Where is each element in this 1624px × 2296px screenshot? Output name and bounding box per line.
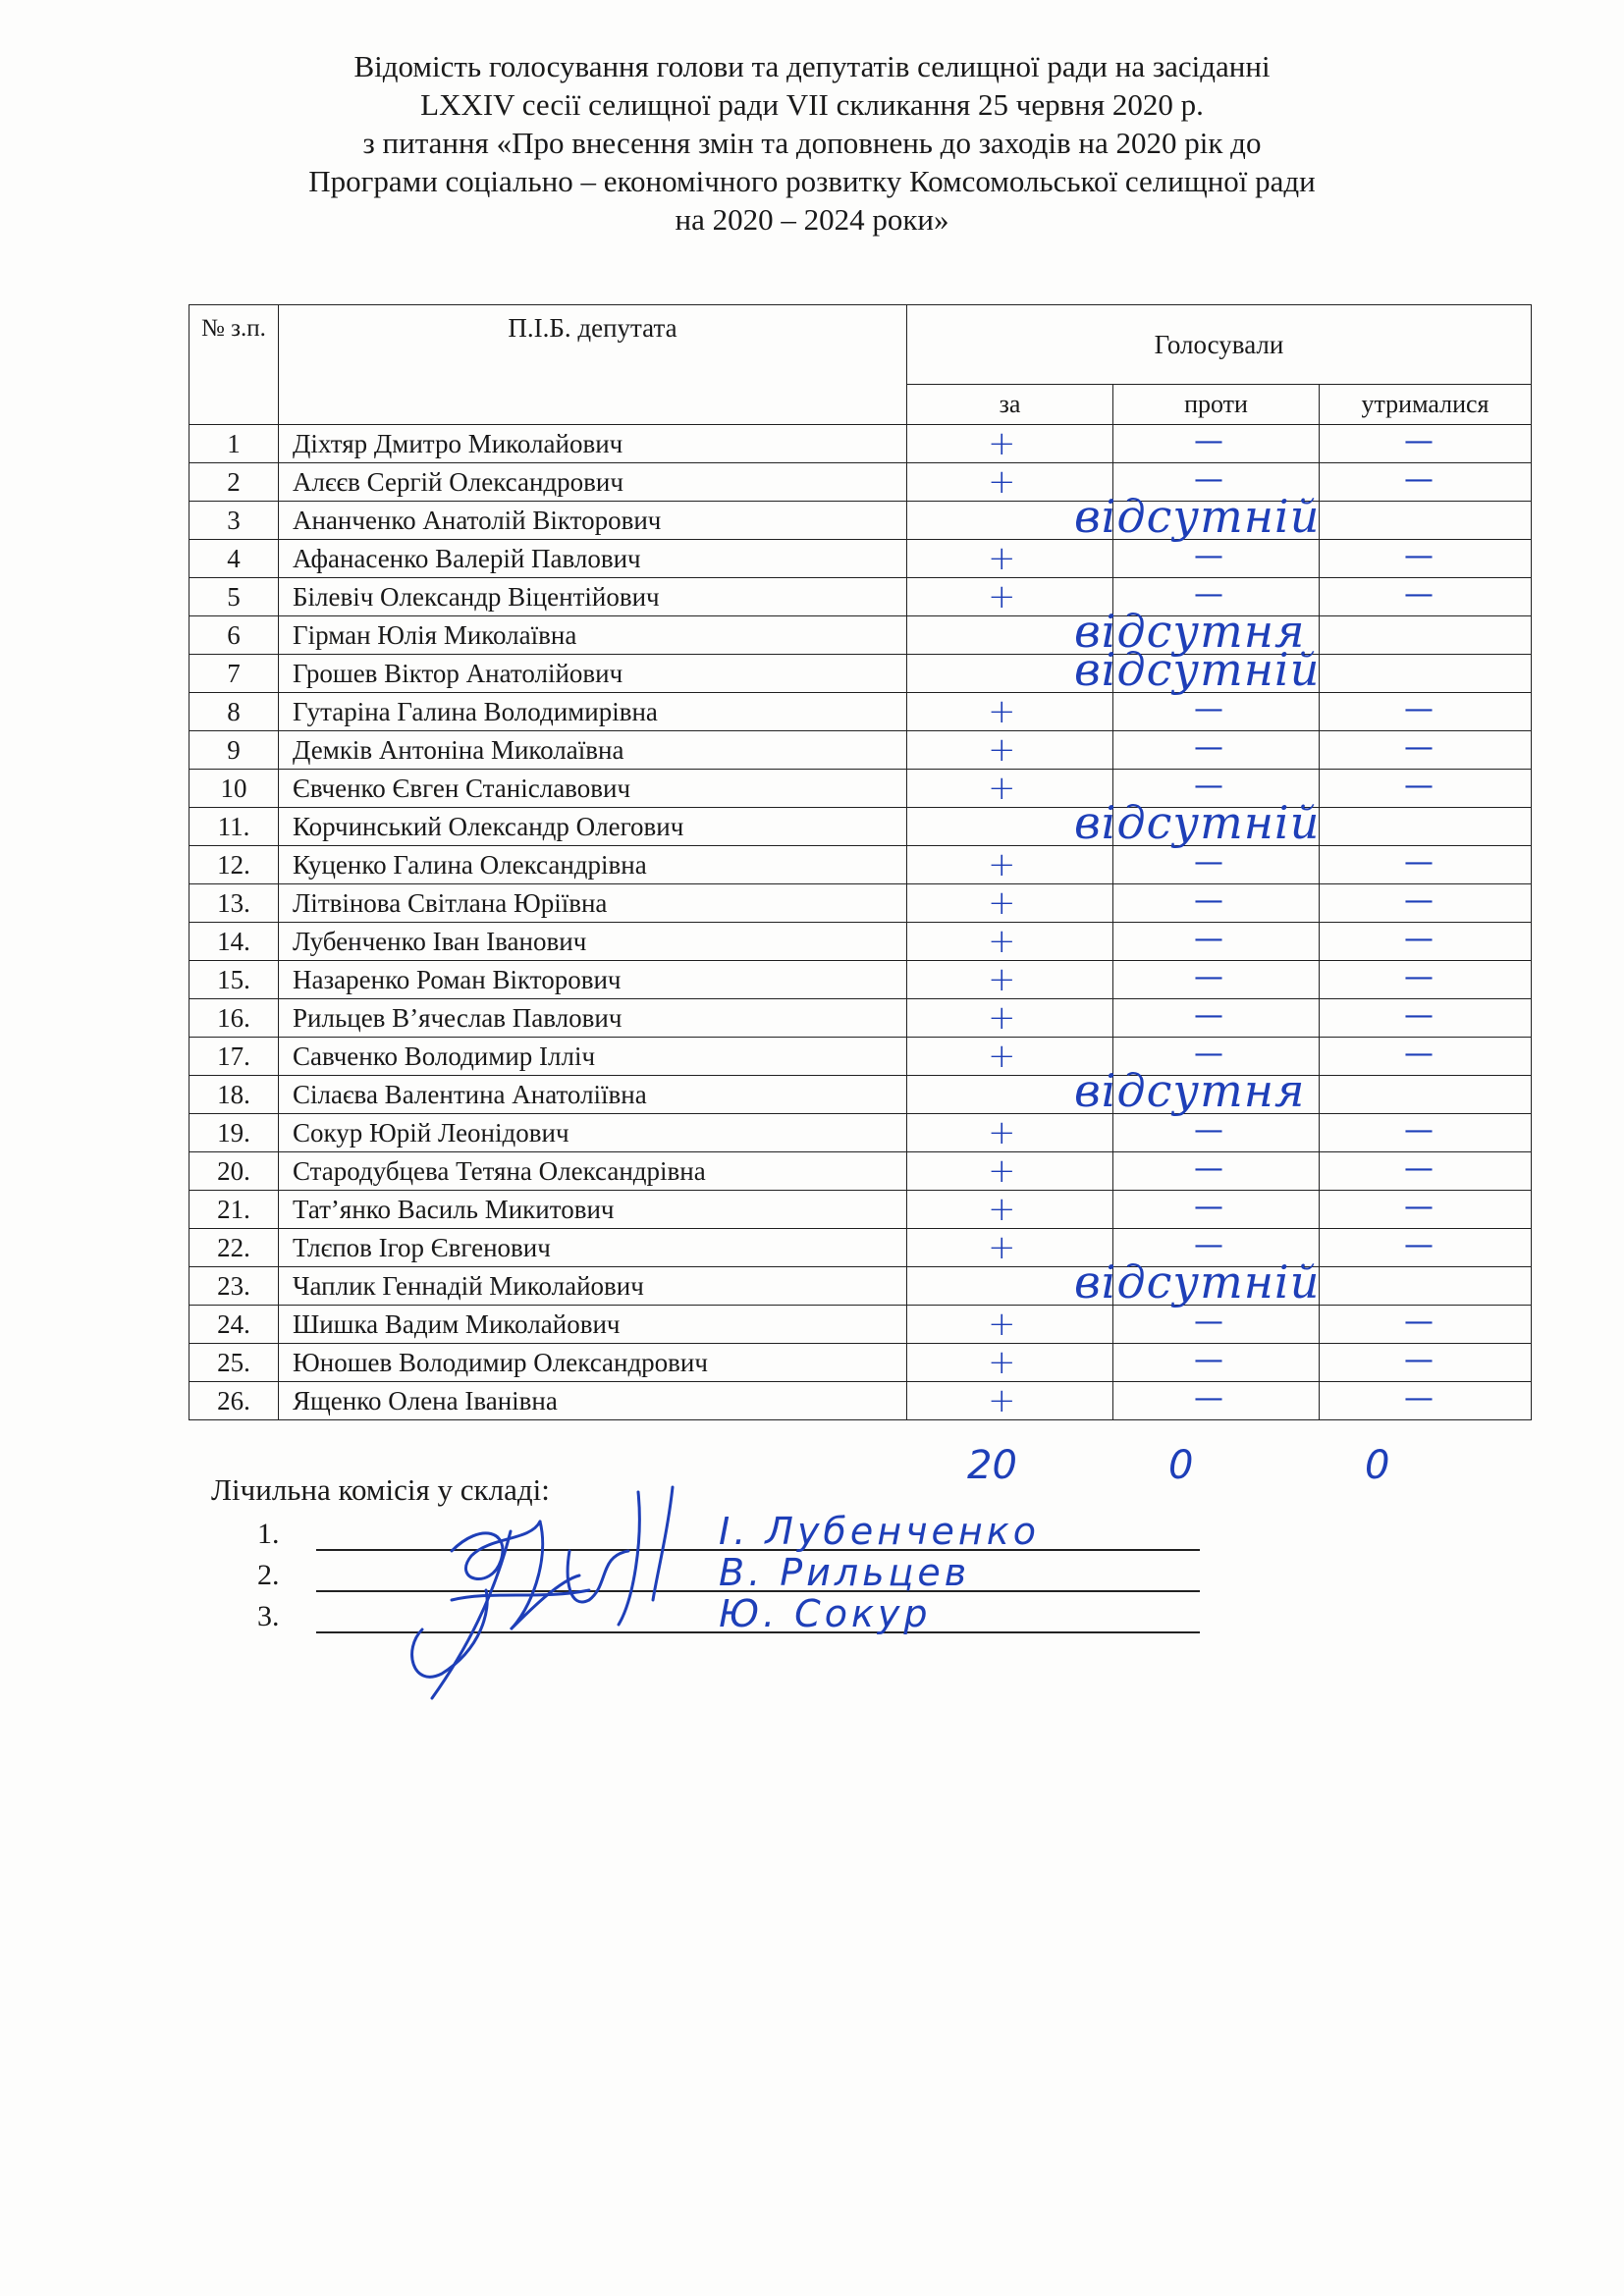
table-row xyxy=(189,1382,1532,1420)
title-line-1: Відомість голосування голови та депутатів селищної ради на засіданні xyxy=(353,49,1271,83)
table-row xyxy=(189,655,1532,693)
vote-abstained-cell xyxy=(1320,463,1532,502)
vote-against-mark: — xyxy=(1194,769,1223,803)
row-number: 8 xyxy=(189,693,279,731)
vote-abstained-mark: — xyxy=(1404,539,1434,573)
vote-abstained-mark: — xyxy=(1404,845,1434,880)
deputy-name: Гутаріна Галина Володимирівна xyxy=(279,693,907,731)
vote-against-mark: — xyxy=(1194,539,1223,573)
handwritten-signatures xyxy=(393,1463,717,1718)
vote-abstained-mark: — xyxy=(1404,1151,1434,1186)
row-number: 10 xyxy=(189,770,279,808)
vote-for-mark: + xyxy=(988,1305,1016,1344)
vote-against-mark: — xyxy=(1194,577,1223,612)
vote-for-cell xyxy=(907,796,1321,849)
vote-for-mark: + xyxy=(988,1228,1016,1267)
vote-for-mark: + xyxy=(988,1343,1016,1382)
deputy-name: Рильцев В’ячеслав Павлович xyxy=(279,999,907,1038)
vote-for-cell xyxy=(907,1306,1113,1344)
vote-abstained-cell xyxy=(1320,999,1532,1038)
vote-abstained-mark: — xyxy=(1404,577,1434,612)
table-row xyxy=(189,540,1532,578)
absent-note: відсутній xyxy=(1074,490,1321,543)
vote-for-mark: + xyxy=(988,692,1016,731)
header-against: проти xyxy=(1113,385,1320,425)
handwritten-name: В. Рильцев xyxy=(719,1551,971,1594)
vote-abstained-cell xyxy=(1320,540,1532,578)
vote-against-mark: — xyxy=(1194,883,1223,918)
header-voted: Голосували xyxy=(907,305,1532,385)
vote-abstained-mark: — xyxy=(1404,1113,1434,1148)
vote-against-cell xyxy=(1113,1191,1320,1229)
vote-against-cell xyxy=(1113,808,1320,846)
vote-for-cell xyxy=(907,1114,1113,1152)
vote-against-cell xyxy=(1113,1267,1320,1306)
table-row xyxy=(189,1038,1532,1076)
vote-for-cell xyxy=(907,846,1113,884)
table-row xyxy=(189,616,1532,655)
absent-note: відсутня xyxy=(1074,605,1306,658)
table-row xyxy=(189,1306,1532,1344)
row-number: 22. xyxy=(189,1229,279,1267)
row-number: 17. xyxy=(189,1038,279,1076)
vote-abstained-mark: — xyxy=(1404,462,1434,497)
vote-against-mark: — xyxy=(1194,692,1223,726)
vote-for-cell xyxy=(907,540,1113,578)
vote-abstained-cell xyxy=(1320,770,1532,808)
vote-abstained-mark: — xyxy=(1404,1343,1434,1377)
row-number: 14. xyxy=(189,923,279,961)
vote-for-mark: + xyxy=(988,1381,1016,1420)
vote-abstained-mark: — xyxy=(1404,922,1434,956)
deputy-name: Стародубцева Тетяна Олександрівна xyxy=(279,1152,907,1191)
vote-for-mark: + xyxy=(988,424,1016,463)
vote-against-cell xyxy=(1113,1382,1320,1420)
vote-for-cell xyxy=(907,490,1321,543)
deputy-name: Шишка Вадим Миколайович xyxy=(279,1306,907,1344)
vote-against-mark: — xyxy=(1194,922,1223,956)
vote-abstained-cell xyxy=(1320,808,1532,846)
row-number: 16. xyxy=(189,999,279,1038)
table-row xyxy=(189,961,1532,999)
vote-abstained-cell xyxy=(1320,846,1532,884)
vote-abstained-cell xyxy=(1320,884,1532,923)
vote-for-cell xyxy=(907,425,1113,463)
vote-for-mark: + xyxy=(988,960,1016,999)
deputy-name: Грошев Віктор Анатолійович xyxy=(279,655,907,693)
vote-for-mark: + xyxy=(988,845,1016,884)
vote-against-mark: — xyxy=(1194,1190,1223,1224)
table-row xyxy=(189,1152,1532,1191)
table-row xyxy=(189,999,1532,1038)
handwritten-name: Ю. Сокур xyxy=(719,1592,932,1635)
vote-against-mark: — xyxy=(1194,998,1223,1033)
vote-abstained-mark: — xyxy=(1404,1190,1434,1224)
member-number: 2. xyxy=(257,1559,280,1591)
table-row xyxy=(189,1191,1532,1229)
table-row xyxy=(189,846,1532,884)
vote-against-mark: — xyxy=(1194,1228,1223,1262)
table-row xyxy=(189,1114,1532,1152)
table-row xyxy=(189,1229,1532,1267)
vote-against-cell xyxy=(1113,846,1320,884)
vote-abstained-cell xyxy=(1320,1076,1532,1114)
vote-against-cell xyxy=(1113,731,1320,770)
signature-stroke xyxy=(452,1590,589,1600)
title-line-3: з питання «Про внесення змін та доповнень до заходів на 2020 рік до xyxy=(362,126,1262,160)
table-row xyxy=(189,808,1532,846)
vote-against-mark: — xyxy=(1194,462,1223,497)
deputy-name: Лубенченко Іван Іванович xyxy=(279,923,907,961)
table-row xyxy=(189,425,1532,463)
table-row xyxy=(189,502,1532,540)
vote-abstained-cell xyxy=(1320,1152,1532,1191)
vote-abstained-mark: — xyxy=(1404,1037,1434,1071)
vote-against-cell xyxy=(1113,693,1320,731)
table-body xyxy=(189,425,1532,1420)
member-number: 1. xyxy=(257,1518,280,1550)
vote-for-cell xyxy=(907,643,1321,696)
header-name: П.І.Б. депутата xyxy=(279,305,907,425)
document-title xyxy=(147,47,1477,239)
vote-for-cell xyxy=(907,693,1113,731)
vote-abstained-cell xyxy=(1320,1114,1532,1152)
absent-note: відсутній xyxy=(1074,643,1321,696)
row-number: 7 xyxy=(189,655,279,693)
deputy-name: Євченко Євген Станіславович xyxy=(279,770,907,808)
row-number: 21. xyxy=(189,1191,279,1229)
vote-abstained-cell xyxy=(1320,578,1532,616)
signature-stroke xyxy=(452,1522,540,1579)
vote-against-mark: — xyxy=(1194,1305,1223,1339)
vote-against-cell xyxy=(1113,1344,1320,1382)
table-row xyxy=(189,578,1532,616)
member-number: 3. xyxy=(257,1600,280,1632)
vote-abstained-cell xyxy=(1320,616,1532,655)
vote-for-mark: + xyxy=(988,922,1016,961)
deputy-name: Алєєв Сергій Олександрович xyxy=(279,463,907,502)
deputy-name: Тлєпов Ігор Євгенович xyxy=(279,1229,907,1267)
table-row xyxy=(189,1267,1532,1306)
deputy-name: Сілаєва Валентина Анатоліївна xyxy=(279,1076,907,1114)
vote-abstained-mark: — xyxy=(1404,1305,1434,1339)
row-number: 2 xyxy=(189,463,279,502)
vote-for-mark: + xyxy=(988,1151,1016,1191)
vote-for-mark: + xyxy=(988,730,1016,770)
row-number: 25. xyxy=(189,1344,279,1382)
row-number: 4 xyxy=(189,540,279,578)
vote-against-mark: — xyxy=(1194,1381,1223,1415)
vote-for-mark: + xyxy=(988,539,1016,578)
vote-abstained-cell xyxy=(1320,1344,1532,1382)
vote-abstained-mark: — xyxy=(1404,1381,1434,1415)
vote-for-cell xyxy=(907,1255,1321,1308)
row-number: 24. xyxy=(189,1306,279,1344)
vote-abstained-mark: — xyxy=(1404,424,1434,458)
deputy-name: Сокур Юрій Леонідович xyxy=(279,1114,907,1152)
vote-against-mark: — xyxy=(1194,1037,1223,1071)
vote-against-cell xyxy=(1113,961,1320,999)
vote-for-cell xyxy=(907,923,1113,961)
row-number: 20. xyxy=(189,1152,279,1191)
vote-against-cell xyxy=(1113,1152,1320,1191)
deputy-name: Білевіч Олександр Віцентійович xyxy=(279,578,907,616)
signature-stroke xyxy=(412,1590,488,1677)
vote-for-mark: + xyxy=(988,998,1016,1038)
vote-against-mark: — xyxy=(1194,1343,1223,1377)
total-for: 20 xyxy=(967,1443,1017,1488)
header-for: за xyxy=(907,385,1113,425)
vote-abstained-cell xyxy=(1320,693,1532,731)
deputy-name: Діхтяр Дмитро Миколайович xyxy=(279,425,907,463)
signature-stroke xyxy=(653,1487,673,1600)
absent-note: відсутній xyxy=(1074,796,1321,849)
table-row xyxy=(189,731,1532,770)
row-number: 15. xyxy=(189,961,279,999)
deputy-name: Юношев Володимир Олександрович xyxy=(279,1344,907,1382)
vote-for-mark: + xyxy=(988,462,1016,502)
vote-against-cell xyxy=(1113,1114,1320,1152)
table-row xyxy=(189,923,1532,961)
row-number: 13. xyxy=(189,884,279,923)
deputy-name: Демків Антоніна Миколаївна xyxy=(279,731,907,770)
vote-against-cell xyxy=(1113,1306,1320,1344)
vote-abstained-cell xyxy=(1320,502,1532,540)
vote-for-cell xyxy=(907,1152,1113,1191)
commission-label: Лічильна комісія у складі: xyxy=(211,1472,550,1507)
vote-against-cell xyxy=(1113,425,1320,463)
deputy-name: Корчинський Олександр Олегович xyxy=(279,808,907,846)
deputy-name: Ященко Олена Іванівна xyxy=(279,1382,907,1420)
title-line-2: LXXIV сесії селищної ради VII скликання 25 червня 2020 р. xyxy=(420,87,1204,122)
vote-abstained-cell xyxy=(1320,1306,1532,1344)
table-row xyxy=(189,770,1532,808)
table-row xyxy=(189,884,1532,923)
title-line-4: Програми соціально – економічного розвитку Комсомольської селищної ради xyxy=(308,164,1316,198)
vote-abstained-cell xyxy=(1320,1382,1532,1420)
vote-abstained-cell xyxy=(1320,1191,1532,1229)
row-number: 5 xyxy=(189,578,279,616)
row-number: 23. xyxy=(189,1267,279,1306)
row-number: 6 xyxy=(189,616,279,655)
vote-against-mark: — xyxy=(1194,845,1223,880)
vote-against-cell xyxy=(1113,540,1320,578)
row-number: 9 xyxy=(189,731,279,770)
vote-against-cell xyxy=(1113,923,1320,961)
row-number: 1 xyxy=(189,425,279,463)
vote-against-cell xyxy=(1113,502,1320,540)
vote-abstained-mark: — xyxy=(1404,769,1434,803)
vote-against-mark: — xyxy=(1194,730,1223,765)
row-number: 12. xyxy=(189,846,279,884)
row-number: 26. xyxy=(189,1382,279,1420)
row-number: 11. xyxy=(189,808,279,846)
table-row xyxy=(189,1076,1532,1114)
header-number: № з.п. xyxy=(189,305,279,425)
vote-for-cell xyxy=(907,1191,1113,1229)
vote-for-cell xyxy=(907,731,1113,770)
deputy-name: Чаплик Геннадій Миколайович xyxy=(279,1267,907,1306)
row-number: 3 xyxy=(189,502,279,540)
handwritten-name: І. Лубенченко xyxy=(719,1510,1040,1553)
vote-abstained-cell xyxy=(1320,1267,1532,1306)
vote-abstained-mark: — xyxy=(1404,730,1434,765)
absent-note: відсутній xyxy=(1074,1255,1321,1308)
vote-for-cell xyxy=(907,1382,1113,1420)
signature-stroke xyxy=(619,1492,639,1625)
vote-abstained-cell xyxy=(1320,961,1532,999)
vote-for-cell xyxy=(907,999,1113,1038)
vote-abstained-cell xyxy=(1320,1038,1532,1076)
absent-note: відсутня xyxy=(1074,1064,1306,1117)
vote-for-mark: + xyxy=(988,883,1016,923)
vote-for-mark: + xyxy=(988,1113,1016,1152)
vote-abstained-mark: — xyxy=(1404,692,1434,726)
vote-abstained-mark: — xyxy=(1404,998,1434,1033)
vote-for-cell xyxy=(907,961,1113,999)
vote-for-mark: + xyxy=(988,769,1016,808)
vote-abstained-cell xyxy=(1320,425,1532,463)
header-abstained: утрималися xyxy=(1320,385,1532,425)
title-line-5: на 2020 – 2024 роки» xyxy=(675,202,949,237)
vote-against-cell xyxy=(1113,655,1320,693)
vote-for-cell xyxy=(907,1064,1306,1117)
vote-for-cell xyxy=(907,884,1113,923)
vote-abstained-cell xyxy=(1320,1229,1532,1267)
vote-against-cell xyxy=(1113,1076,1320,1114)
deputy-name: Тат’янко Василь Микитович xyxy=(279,1191,907,1229)
total-against: 0 xyxy=(1168,1443,1194,1488)
vote-against-cell xyxy=(1113,999,1320,1038)
deputy-name: Назаренко Роман Вікторович xyxy=(279,961,907,999)
row-number: 19. xyxy=(189,1114,279,1152)
vote-abstained-cell xyxy=(1320,923,1532,961)
vote-against-cell xyxy=(1113,884,1320,923)
deputy-name: Ананченко Анатолій Вікторович xyxy=(279,502,907,540)
vote-for-mark: + xyxy=(988,577,1016,616)
vote-abstained-mark: — xyxy=(1404,960,1434,994)
vote-abstained-mark: — xyxy=(1404,883,1434,918)
deputy-name: Куценко Галина Олександрівна xyxy=(279,846,907,884)
table-row xyxy=(189,1344,1532,1382)
vote-against-mark: — xyxy=(1194,960,1223,994)
vote-against-mark: — xyxy=(1194,1113,1223,1148)
deputy-name: Гірман Юлія Миколаївна xyxy=(279,616,907,655)
deputy-name: Савченко Володимир Ілліч xyxy=(279,1038,907,1076)
deputy-name: Літвінова Світлана Юріївна xyxy=(279,884,907,923)
vote-abstained-cell xyxy=(1320,731,1532,770)
vote-against-mark: — xyxy=(1194,424,1223,458)
vote-for-mark: + xyxy=(988,1037,1016,1076)
row-number: 18. xyxy=(189,1076,279,1114)
vote-against-mark: — xyxy=(1194,1151,1223,1186)
vote-for-cell xyxy=(907,1344,1113,1382)
vote-abstained-mark: — xyxy=(1404,1228,1434,1262)
table-row xyxy=(189,463,1532,502)
voting-table xyxy=(189,304,1532,1420)
vote-abstained-cell xyxy=(1320,655,1532,693)
deputy-name: Афанасенко Валерій Павлович xyxy=(279,540,907,578)
table-row xyxy=(189,693,1532,731)
total-abstained: 0 xyxy=(1365,1443,1390,1488)
vote-for-mark: + xyxy=(988,1190,1016,1229)
